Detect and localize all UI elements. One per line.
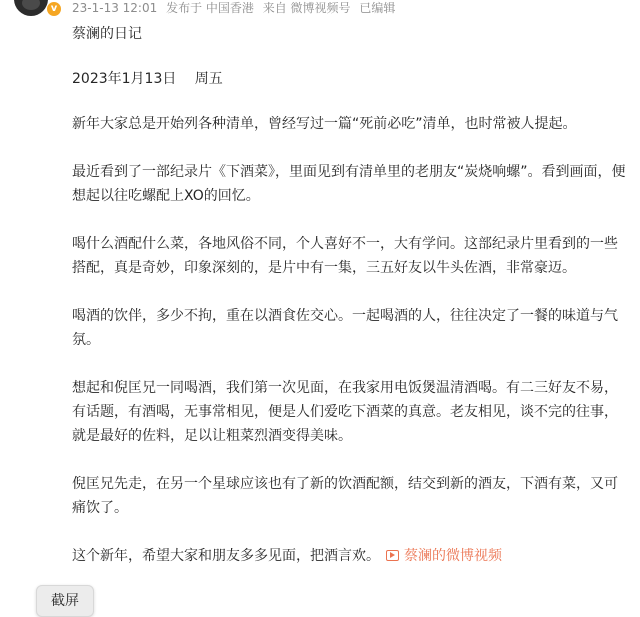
post-location: 发布于 中国香港 xyxy=(166,1,254,15)
post-content xyxy=(72,22,628,568)
post-meta xyxy=(72,1,400,15)
post-last-text: 这个新年，希望大家和朋友多多见面，把酒言欢。 xyxy=(72,548,380,564)
avatar[interactable] xyxy=(14,0,48,16)
verified-badge-icon: v xyxy=(46,1,62,17)
edited-label[interactable]: 已编辑 xyxy=(359,1,396,15)
post-source[interactable]: 来自 微博视频号 xyxy=(262,1,351,15)
post-paragraph: 倪匡兄先走，在另一个星球应该也有了新的饮酒配额，结交到新的酒友，下酒有菜，又可痛饮了。 xyxy=(72,476,618,516)
video-icon xyxy=(386,550,399,561)
post-date: 2023年1月13日 周五 xyxy=(72,71,223,87)
post-title: 蔡澜的日记 xyxy=(72,26,142,42)
post-paragraph: 最近看到了一部纪录片《下酒菜》，里面见到有清单里的老朋友“炭烧响螺”。看到画面，便想起以往吃螺配上XO的回忆。 xyxy=(72,164,626,204)
post-paragraph: 喝什么酒配什么菜，各地风俗不同，个人喜好不一，大有学问。这部纪录片里看到的一些搭配，真是奇妙，印象深刻的，是片中有一集，三五好友以牛头佐酒，非常豪迈。 xyxy=(72,236,618,276)
weibo-video-link[interactable] xyxy=(380,548,502,564)
post-meta-row xyxy=(0,0,640,18)
weibo-video-link-label: 蔡澜的微博视频 xyxy=(404,548,502,564)
post-paragraph: 想起和倪匡兄一同喝酒，我们第一次见面，在我家用电饭煲温清酒喝。有二三好友不易，有话题，有酒喝，无事常相见，便是人们爱吃下酒菜的真意。老友相见，谈不完的往事，就是最好的佐料，足以让粗菜烈酒变得美味。 xyxy=(72,380,618,444)
post-time[interactable]: 23-1-13 12:01 xyxy=(72,1,158,15)
post-paragraph: 喝酒的饮伴，多少不拘，重在以酒食佐交心。一起喝酒的人，往往决定了一餐的味道与气氛。 xyxy=(72,308,618,348)
post-last-paragraph xyxy=(72,544,628,568)
screenshot-button[interactable]: 截屏 xyxy=(36,585,94,617)
post-paragraph: 新年大家总是开始列各种清单，曾经写过一篇“死前必吃”清单，也时常被人提起。 xyxy=(72,116,577,132)
